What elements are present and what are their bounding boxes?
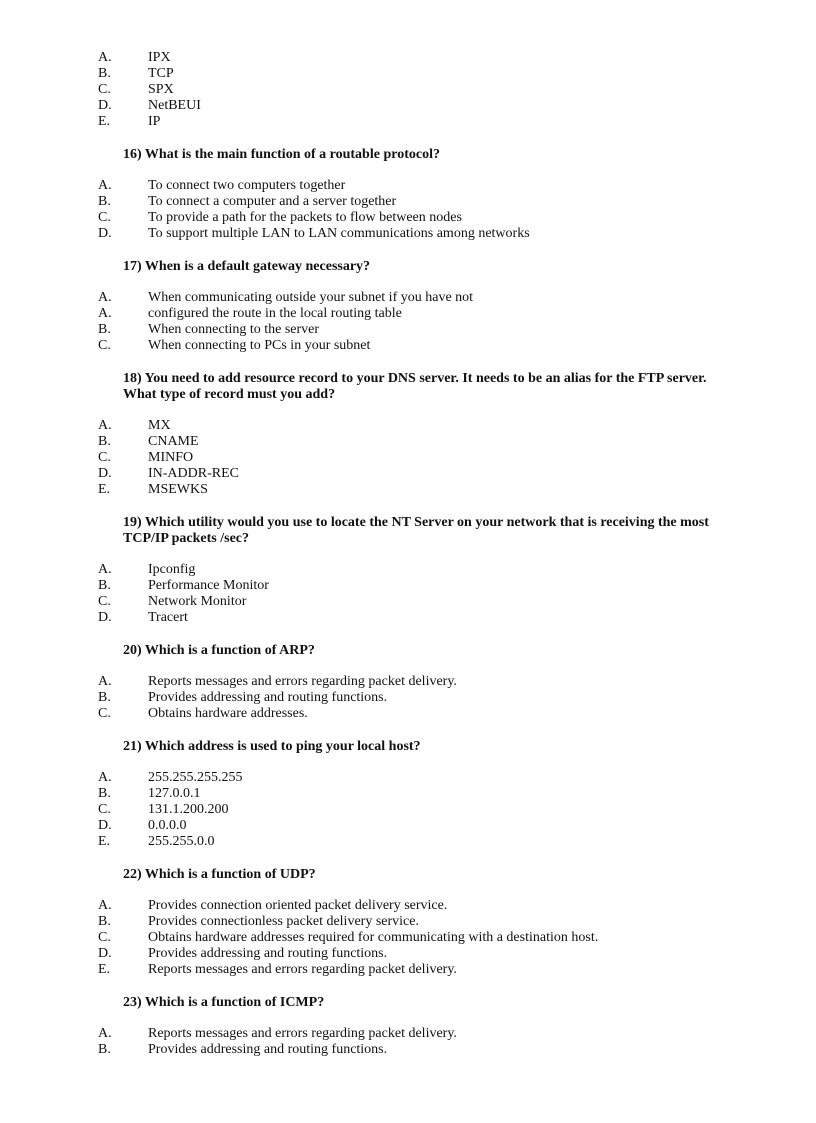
question-20: 20) Which is a function of ARP?	[123, 643, 315, 658]
option-text: To connect a computer and a server together	[148, 194, 397, 209]
option-text: Provides connection oriented packet delivery service.	[148, 898, 448, 913]
option-letter: C.	[98, 706, 111, 721]
option-text: Tracert	[148, 610, 188, 625]
answer-option	[98, 306, 402, 322]
option-text: 131.1.200.200	[148, 802, 229, 817]
answer-option	[98, 114, 160, 130]
question-18: 18) You need to add resource record to your DNS server. It needs to be an alias for the FTP server. What type of record must you add?	[123, 371, 707, 402]
option-text: Provides connectionless packet delivery service.	[148, 914, 419, 929]
option-letter: D.	[98, 226, 112, 241]
option-letter: A.	[98, 290, 112, 305]
question-16: 16) What is the main function of a routable protocol?	[123, 147, 440, 162]
option-letter: A.	[98, 306, 112, 321]
answer-option	[98, 450, 193, 466]
question-22: 22) Which is a function of UDP?	[123, 867, 316, 882]
option-letter: E.	[98, 962, 111, 977]
answer-option	[98, 690, 387, 706]
answer-option	[98, 786, 201, 802]
option-letter: D.	[98, 466, 112, 481]
option-text: When connecting to the server	[148, 322, 320, 337]
answer-option	[98, 706, 308, 722]
option-text: Provides addressing and routing functions.	[148, 1042, 388, 1057]
answer-option	[98, 434, 199, 450]
option-text: Obtains hardware addresses required for communicating with a destination host.	[148, 930, 599, 945]
option-letter: B.	[98, 434, 111, 449]
option-text: Reports messages and errors regarding packet delivery.	[148, 674, 457, 689]
option-letter: B.	[98, 66, 111, 81]
answer-option	[98, 562, 195, 578]
option-text: Provides addressing and routing functions.	[148, 690, 388, 705]
question-21: 21) Which address is used to ping your local host?	[123, 739, 421, 754]
answer-option	[98, 66, 174, 82]
option-text: MSEWKS	[148, 482, 208, 497]
option-text: IP	[148, 114, 161, 129]
answer-option	[98, 82, 174, 98]
option-letter: D.	[98, 818, 112, 833]
answer-option	[98, 482, 208, 498]
answer-option	[98, 210, 462, 226]
option-letter: C.	[98, 802, 111, 817]
answer-option	[98, 610, 188, 626]
option-letter: C.	[98, 82, 111, 97]
option-text: CNAME	[148, 434, 199, 449]
option-text: configured the route in the local routing table	[148, 306, 402, 321]
option-text: Reports messages and errors regarding packet delivery.	[148, 962, 457, 977]
answer-option	[98, 930, 598, 946]
option-letter: B.	[98, 914, 111, 929]
option-text: TCP	[148, 66, 174, 81]
option-letter: A.	[98, 674, 112, 689]
answer-option	[98, 290, 473, 306]
option-letter: C.	[98, 338, 111, 353]
option-letter: D.	[98, 610, 112, 625]
answer-option	[98, 578, 269, 594]
answer-option	[98, 802, 229, 818]
option-letter: E.	[98, 834, 111, 849]
answer-option	[98, 418, 171, 434]
answer-option	[98, 50, 171, 66]
option-text: Performance Monitor	[148, 578, 269, 593]
option-text: Reports messages and errors regarding packet delivery.	[148, 1026, 457, 1041]
option-letter: A.	[98, 770, 112, 785]
option-letter: B.	[98, 578, 111, 593]
answer-option	[98, 594, 246, 610]
answer-option	[98, 226, 530, 242]
answer-option	[98, 98, 201, 114]
option-text: Obtains hardware addresses.	[148, 706, 308, 721]
answer-option	[98, 674, 457, 690]
option-letter: B.	[98, 194, 111, 209]
option-letter: A.	[98, 50, 112, 65]
answer-option	[98, 834, 215, 850]
answer-option	[98, 914, 419, 930]
option-text: To provide a path for the packets to flow between nodes	[148, 210, 462, 225]
option-text: To support multiple LAN to LAN communications among networks	[148, 226, 530, 241]
answer-option	[98, 962, 457, 978]
answer-option	[98, 178, 345, 194]
option-letter: A.	[98, 1026, 112, 1041]
answer-option	[98, 1042, 387, 1058]
option-text: 127.0.0.1	[148, 786, 201, 801]
answer-option	[98, 818, 187, 834]
option-letter: C.	[98, 930, 111, 945]
option-letter: A.	[98, 178, 112, 193]
option-letter: A.	[98, 898, 112, 913]
option-text: NetBEUI	[148, 98, 201, 113]
question-19: 19) Which utility would you use to locate the NT Server on your network that is receiving the most TCP/IP packets /sec?	[123, 515, 709, 546]
option-letter: E.	[98, 482, 111, 497]
option-text: MINFO	[148, 450, 194, 465]
option-text: IN-ADDR-REC	[148, 466, 239, 481]
option-letter: C.	[98, 450, 111, 465]
answer-option	[98, 466, 239, 482]
answer-option	[98, 770, 243, 786]
option-text: SPX	[148, 82, 174, 97]
option-letter: B.	[98, 690, 111, 705]
answer-option	[98, 338, 370, 354]
question-17: 17) When is a default gateway necessary?	[123, 259, 371, 274]
answer-option	[98, 1026, 457, 1042]
option-text: MX	[148, 418, 171, 433]
option-text: Network Monitor	[148, 594, 247, 609]
question-23: 23) Which is a function of ICMP?	[123, 995, 325, 1010]
option-text: Ipconfig	[148, 562, 196, 577]
option-letter: D.	[98, 946, 112, 961]
answer-option	[98, 898, 447, 914]
option-text: 0.0.0.0	[148, 818, 187, 833]
option-letter: C.	[98, 210, 111, 225]
option-text: 255.255.255.255	[148, 770, 243, 785]
option-text: When communicating outside your subnet if you have not	[148, 290, 474, 305]
answer-option	[98, 946, 387, 962]
option-text: Provides addressing and routing functions.	[148, 946, 388, 961]
answer-option	[98, 194, 396, 210]
option-text: 255.255.0.0	[148, 834, 215, 849]
option-letter: B.	[98, 786, 111, 801]
answer-option	[98, 322, 319, 338]
option-text: When connecting to PCs in your subnet	[148, 338, 371, 353]
option-letter: B.	[98, 322, 111, 337]
option-letter: D.	[98, 98, 112, 113]
option-letter: E.	[98, 114, 111, 129]
option-letter: A.	[98, 562, 112, 577]
option-text: IPX	[148, 50, 171, 65]
option-letter: C.	[98, 594, 111, 609]
option-letter: B.	[98, 1042, 111, 1057]
option-letter: A.	[98, 418, 112, 433]
option-text: To connect two computers together	[148, 178, 346, 193]
